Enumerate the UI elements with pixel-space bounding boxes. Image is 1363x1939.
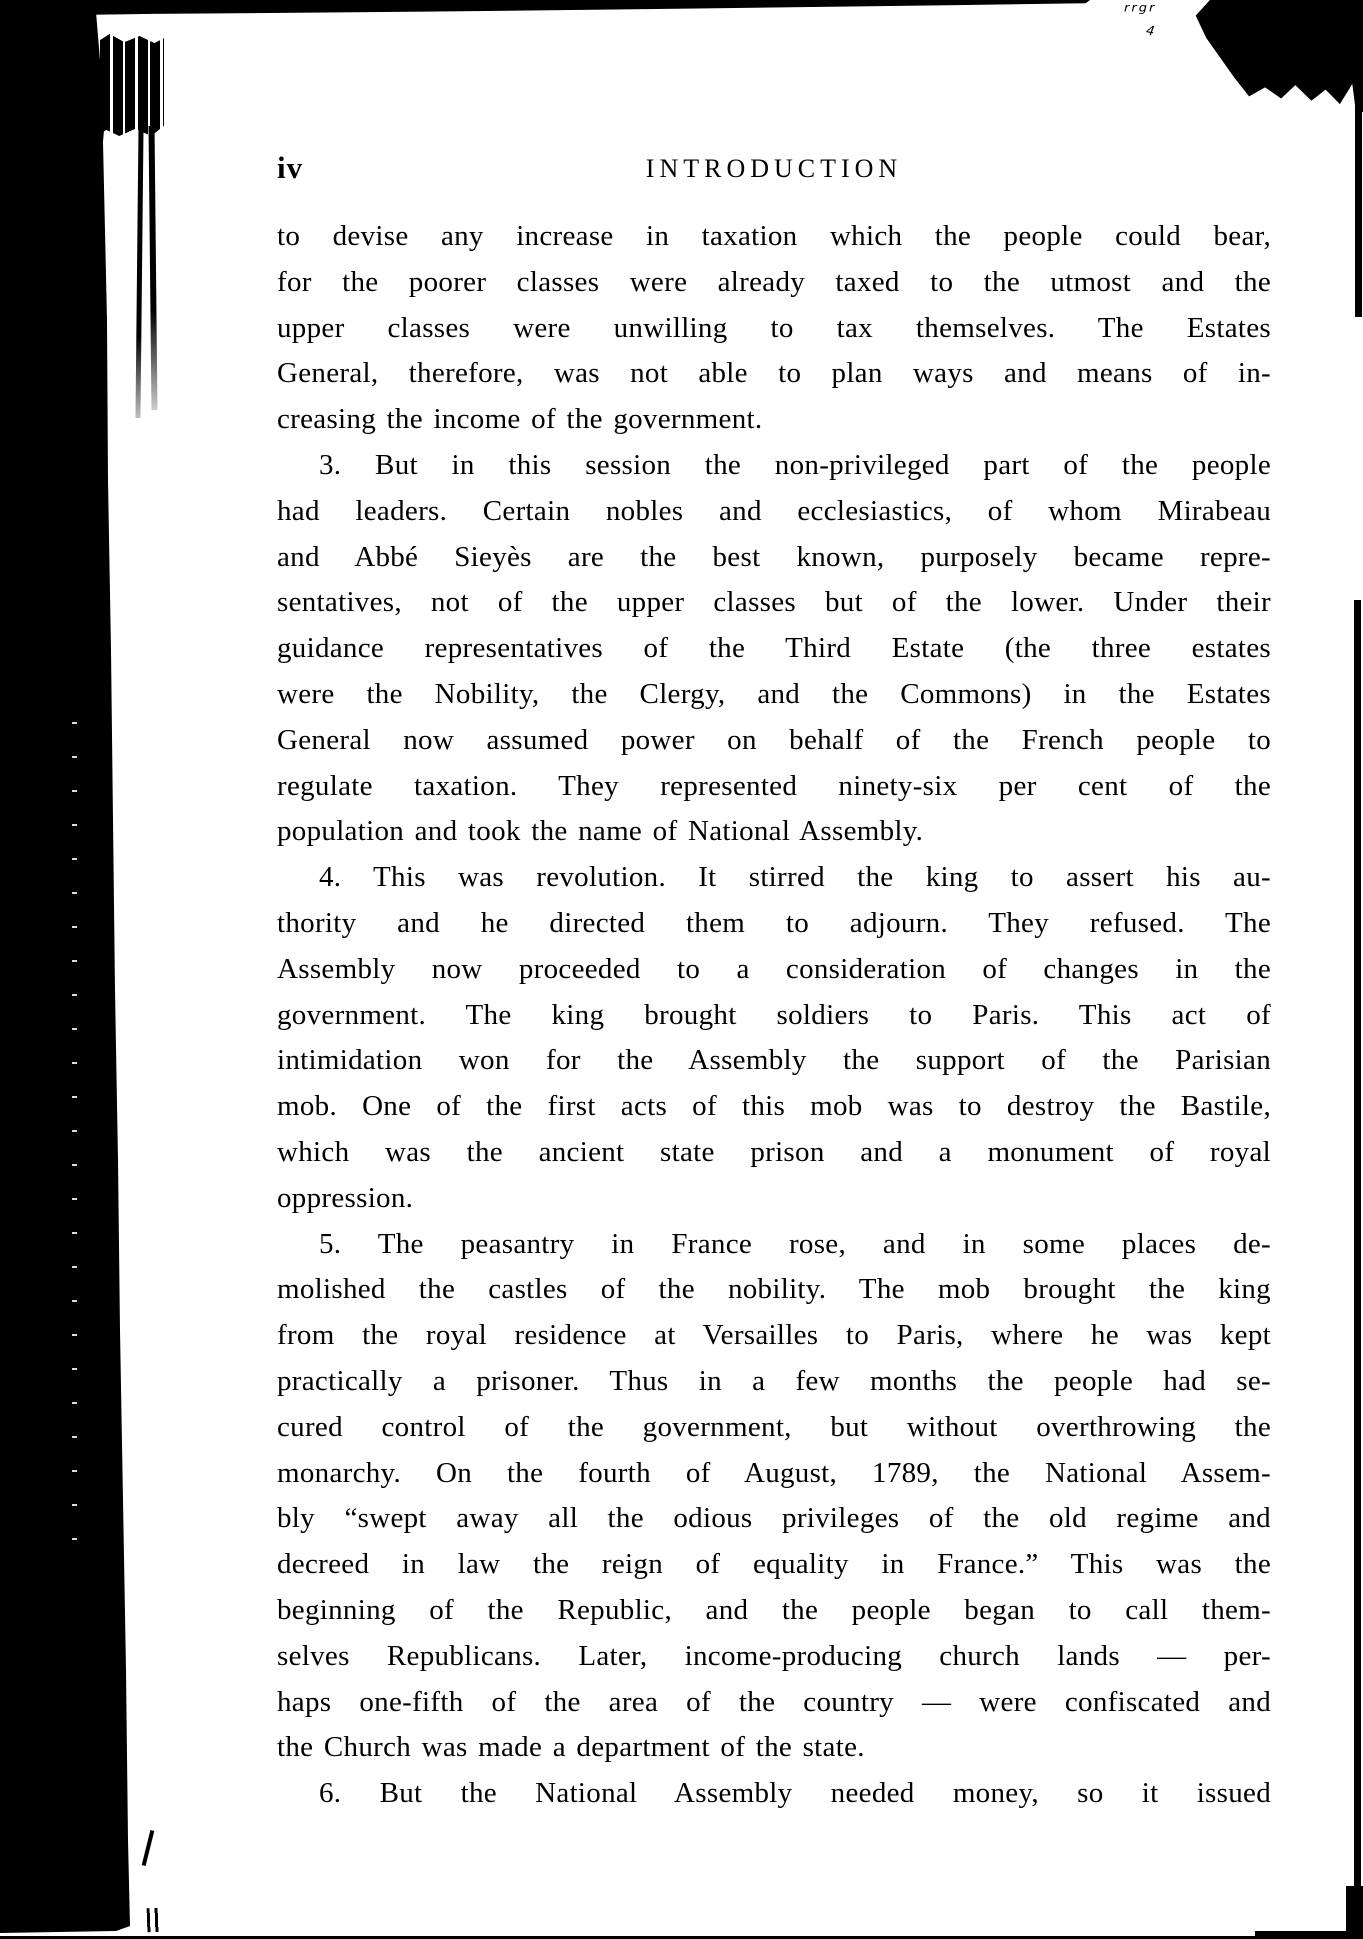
text-line: and Abbé Sieyès are the best known, purposely became repre- (277, 540, 1271, 573)
text-line: intimidation won for the Assembly the support of the Parisian (277, 1044, 1271, 1077)
text-line: General, therefore, was not able to plan ways and means of in- (277, 357, 1271, 390)
text-line: 4. This was revolution. It stirred the king to assert his au- (319, 861, 1271, 894)
text-line: bly “swept away all the odious privileges of the old regime and (277, 1502, 1271, 1535)
text-line: thority and he directed them to adjourn. They refused. The (277, 906, 1271, 939)
paragraph (277, 443, 1271, 855)
text-line: molished the castles of the nobility. The mob brought the king (277, 1273, 1271, 1306)
text-line: 3. But in this session the non-privileged part of the people (319, 448, 1271, 481)
text-line: government. The king brought soldiers to Paris. This act of (277, 998, 1271, 1031)
scan-top-right-blob (1185, 0, 1363, 112)
text-line: to devise any increase in taxation which the people could bear, (277, 220, 1271, 252)
pencil-scribble: 4 (1144, 23, 1156, 40)
binding-gutter-shadow (0, 0, 200, 1939)
paragraph (277, 1771, 1271, 1817)
text-line: population and took the name of National Assembly. (277, 815, 924, 848)
binding-tape-streaks (100, 34, 164, 136)
text-line: guidance representatives of the Third Estate (the three estates (277, 632, 1271, 665)
text-line: had leaders. Certain nobles and ecclesiastics, of whom Mirabeau (277, 494, 1271, 527)
paragraph (277, 855, 1271, 1221)
body-text (277, 214, 1271, 1817)
text-line: sentatives, not of the upper classes but of the lower. Under their (277, 586, 1271, 619)
text-line: 5. The peasantry in France rose, and in some places de- (319, 1227, 1271, 1260)
paragraph (277, 1222, 1271, 1772)
scan-bottom-right-bar (1255, 1931, 1363, 1939)
text-line: for the poorer classes were already taxed to the utmost and the (277, 265, 1271, 298)
pencil-tick-mark (147, 1908, 163, 1933)
scan-right-edge-line-lower (1354, 600, 1361, 1939)
scan-right-edge-line-upper (1355, 92, 1362, 317)
page-header (277, 148, 1271, 192)
text-line: from the royal residence at Versailles to Paris, where he was kept (277, 1319, 1271, 1352)
pencil-scribble: rrgr (1124, 2, 1157, 15)
text-line: the Church was made a department of the state. (277, 1731, 865, 1764)
text-line: General now assumed power on behalf of the French people to (277, 723, 1271, 756)
gutter-streak-line (149, 126, 158, 410)
paragraph (277, 214, 1271, 443)
text-line: 6. But the National Assembly needed money, so it issued (319, 1777, 1271, 1810)
text-line: creasing the income of the government. (277, 403, 763, 436)
text-line: decreed in law the reign of equality in France.” This was the (277, 1548, 1271, 1581)
scan-top-edge-bar (0, 0, 1090, 16)
text-line: selves Republicans. Later, income-producing church lands — per- (277, 1639, 1271, 1672)
pencil-slash-mark (142, 1830, 155, 1866)
text-line: oppression. (277, 1181, 414, 1214)
text-line: cured control of the government, but without overthrowing the (277, 1410, 1271, 1443)
text-line: mob. One of the first acts of this mob was to destroy the Bastile, (277, 1090, 1271, 1123)
page-number: iv (277, 150, 304, 185)
text-line: which was the ancient state prison and a monument of royal (277, 1135, 1271, 1168)
page-header-title: INTRODUCTION (645, 154, 903, 183)
text-line: regulate taxation. They represented ninety-six per cent of the (277, 769, 1271, 802)
text-line: upper classes were unwilling to tax themselves. The Estates (277, 311, 1271, 344)
gutter-streak-line (135, 126, 143, 418)
text-line: monarchy. On the fourth of August, 1789, the National Assem- (277, 1456, 1271, 1489)
text-line: were the Nobility, the Clergy, and the Commons) in the Estates (277, 677, 1271, 710)
text-line: beginning of the Republic, and the people began to call them- (277, 1593, 1271, 1626)
text-line: Assembly now proceeded to a consideration of changes in the (277, 952, 1271, 985)
gutter-white-speckles (72, 700, 77, 1540)
text-line: practically a prisoner. Thus in a few months the people had se- (277, 1364, 1271, 1397)
text-line: haps one-fifth of the area of the country — were confiscated and (277, 1685, 1271, 1718)
